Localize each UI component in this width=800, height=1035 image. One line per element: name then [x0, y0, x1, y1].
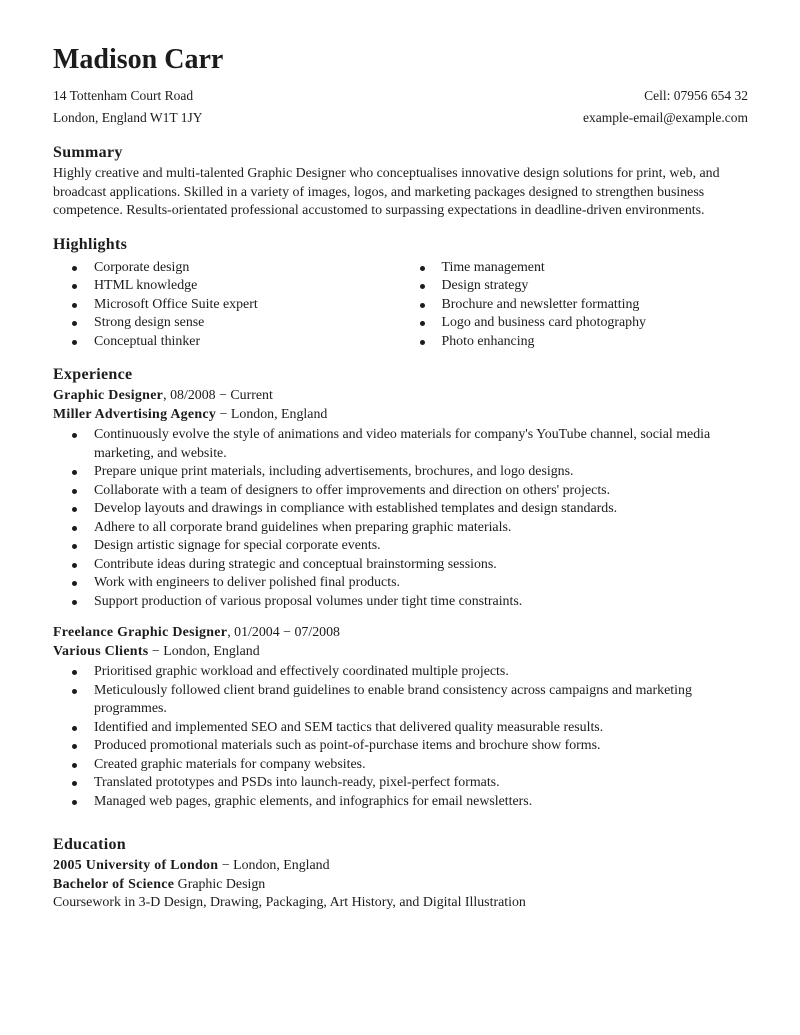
- highlight-label: Corporate design: [94, 259, 190, 275]
- highlight-label: Time management: [441, 259, 545, 275]
- job-bullet: [53, 719, 748, 738]
- highlights-list-left: [53, 259, 401, 352]
- job-bullet: [53, 500, 748, 519]
- contact-row-2: [53, 107, 748, 129]
- education-heading: Education: [53, 836, 126, 853]
- job-title: Freelance Graphic Designer: [53, 625, 228, 640]
- bullet-icon: [72, 266, 77, 271]
- highlight-item: [401, 277, 749, 296]
- education-degree: Bachelor of Science: [53, 876, 175, 892]
- job-bullet-text: Contribute ideas during strategic and conceptual brainstorming sessions.: [94, 556, 497, 572]
- bullet-icon: [72, 744, 77, 749]
- job-bullet: [53, 519, 748, 538]
- job-employer: Miller Advertising Agency: [53, 406, 217, 422]
- education-school: 2005 University of London: [53, 858, 219, 873]
- bullet-icon: [72, 284, 77, 289]
- job-bullet: [53, 682, 748, 719]
- job-location: − London, England: [216, 406, 328, 422]
- education-field: Graphic Design: [174, 876, 266, 892]
- job-bullet: [53, 774, 748, 793]
- bullet-icon: [72, 670, 77, 675]
- job-bullet-text: Continuously evolve the style of animations and video materials for company's YouTube channel, social media marketing, and website.: [94, 427, 711, 461]
- job-employer-line: [53, 643, 748, 662]
- bullet-icon: [72, 544, 77, 549]
- job-bullet-text: Translated prototypes and PSDs into launch-ready, pixel-perfect formats.: [94, 775, 500, 790]
- bullet-icon: [420, 266, 425, 271]
- contact-address-line1: 14 Tottenham Court Road: [53, 88, 194, 103]
- bullet-icon: [72, 526, 77, 531]
- contact-email: example-email@example.com: [583, 110, 748, 125]
- bullet-icon: [72, 507, 77, 512]
- highlight-label: HTML knowledge: [94, 278, 198, 293]
- bullet-icon: [72, 600, 77, 605]
- job-bullet-text: Produced promotional materials such as point-of-purchase items and brochure show forms.: [94, 738, 601, 753]
- bullet-icon: [72, 489, 77, 494]
- job-bullet-text: Adhere to all corporate brand guidelines when preparing graphic materials.: [94, 519, 512, 535]
- job-bullet-text: Develop layouts and drawings in compliance with established templates and design standards.: [94, 501, 618, 516]
- education-school-line: [53, 857, 748, 876]
- job-bullet-text: Design artistic signage for special corporate events.: [94, 538, 381, 553]
- contact-row-1: [53, 85, 748, 107]
- highlight-label: Brochure and newsletter formatting: [441, 296, 640, 312]
- education-degree-line: [53, 876, 748, 895]
- experience-heading: Experience: [53, 366, 133, 383]
- job-bullet: [53, 737, 748, 756]
- bullet-icon: [72, 303, 77, 308]
- highlight-item: [401, 259, 749, 278]
- highlight-label: Design strategy: [441, 278, 529, 293]
- highlight-item: [53, 314, 401, 333]
- job-bullet-text: Created graphic materials for company websites.: [94, 756, 366, 772]
- bullet-icon: [72, 470, 77, 475]
- job-bullet: [53, 482, 748, 501]
- bullet-icon: [72, 763, 77, 768]
- highlight-item: [401, 314, 749, 333]
- bullet-icon: [72, 321, 77, 326]
- highlights-column-left: [53, 257, 401, 352]
- highlight-item: [401, 333, 749, 352]
- job-title: Graphic Designer: [53, 388, 164, 403]
- education-location: − London, England: [218, 858, 330, 873]
- job-entry-1: [53, 387, 748, 611]
- summary-heading: Summary: [53, 144, 123, 161]
- job-bullet-text: Support production of various proposal volumes under tight time constraints.: [94, 593, 523, 609]
- highlight-item: [53, 333, 401, 352]
- highlight-item: [401, 296, 749, 315]
- job-title-line: [53, 387, 748, 406]
- bullet-icon: [420, 340, 425, 345]
- job-bullet-text: Managed web pages, graphic elements, and infographics for email newsletters.: [94, 793, 533, 809]
- highlight-label: Microsoft Office Suite expert: [94, 296, 258, 312]
- job-bullet: [53, 537, 748, 556]
- highlight-label: Logo and business card photography: [441, 315, 646, 330]
- job-bullet: [53, 593, 748, 612]
- bullet-icon: [420, 303, 425, 308]
- highlight-item: [53, 296, 401, 315]
- job-location: − London, England: [148, 643, 260, 659]
- highlights-column-right: [401, 257, 749, 352]
- contact-address-line2: London, England W1T 1JY: [53, 110, 203, 125]
- highlights-heading: Highlights: [53, 235, 128, 253]
- education-coursework: Coursework in 3-D Design, Drawing, Packaging, Art History, and Digital Illustration: [53, 895, 526, 910]
- highlight-item: [53, 277, 401, 296]
- job-bullet-text: Meticulously followed client brand guidelines to enable brand consistency across campaigns and marketing programmes.: [94, 682, 692, 716]
- contact-cell: Cell: 07956 654 32: [644, 88, 748, 103]
- bullet-icon: [72, 800, 77, 805]
- job-bullet: [53, 663, 748, 682]
- bullet-icon: [72, 689, 77, 694]
- highlight-item: [53, 259, 401, 278]
- job-employer: Various Clients: [53, 643, 149, 659]
- job-bullet-text: Prioritised graphic workload and effectively coordinated multiple projects.: [94, 664, 509, 679]
- job-bullet-text: Prepare unique print materials, including advertisements, brochures, and logo designs.: [94, 464, 574, 479]
- summary-text: Highly creative and multi-talented Graphic Designer who conceptualises innovative design solutions for print, web, and broadcast applications. Skilled in a variety of images, logos, and marketing packages designed to strengthen business competence. Results-orientated professional accustomed to surpassing expectations in deadline-driven environments.: [53, 166, 720, 218]
- highlight-label: Photo enhancing: [441, 333, 535, 349]
- highlight-label: Strong design sense: [94, 315, 205, 330]
- job-entry-2: [53, 624, 748, 811]
- bullet-icon: [420, 321, 425, 326]
- job-title-line: [53, 624, 748, 643]
- bullet-icon: [72, 433, 77, 438]
- job-bullet: [53, 574, 748, 593]
- job-bullet-text: Identified and implemented SEO and SEM tactics that delivered quality measurable results.: [94, 719, 604, 735]
- bullet-icon: [72, 726, 77, 731]
- job-bullet: [53, 426, 748, 463]
- bullet-icon: [420, 284, 425, 289]
- job-bullet-text: Collaborate with a team of designers to offer improvements and direction on others' projects.: [94, 482, 611, 498]
- job-bullet: [53, 463, 748, 482]
- job-dates: , 01/2004 − 07/2008: [227, 625, 340, 640]
- highlight-label: Conceptual thinker: [94, 333, 201, 349]
- job-bullet-text: Work with engineers to deliver polished final products.: [94, 575, 400, 590]
- highlights-columns: [53, 257, 748, 352]
- job-bullet: [53, 556, 748, 575]
- highlights-list-right: [401, 259, 749, 352]
- job-bullet: [53, 793, 748, 812]
- person-name: Madison Carr: [53, 44, 224, 75]
- job-bullet: [53, 756, 748, 775]
- job-employer-line: [53, 406, 748, 425]
- job-dates: , 08/2008 − Current: [163, 388, 273, 403]
- job-bullet-list: [53, 663, 748, 811]
- bullet-icon: [72, 781, 77, 786]
- job-bullet-list: [53, 426, 748, 611]
- bullet-icon: [72, 563, 77, 568]
- bullet-icon: [72, 340, 77, 345]
- bullet-icon: [72, 581, 77, 586]
